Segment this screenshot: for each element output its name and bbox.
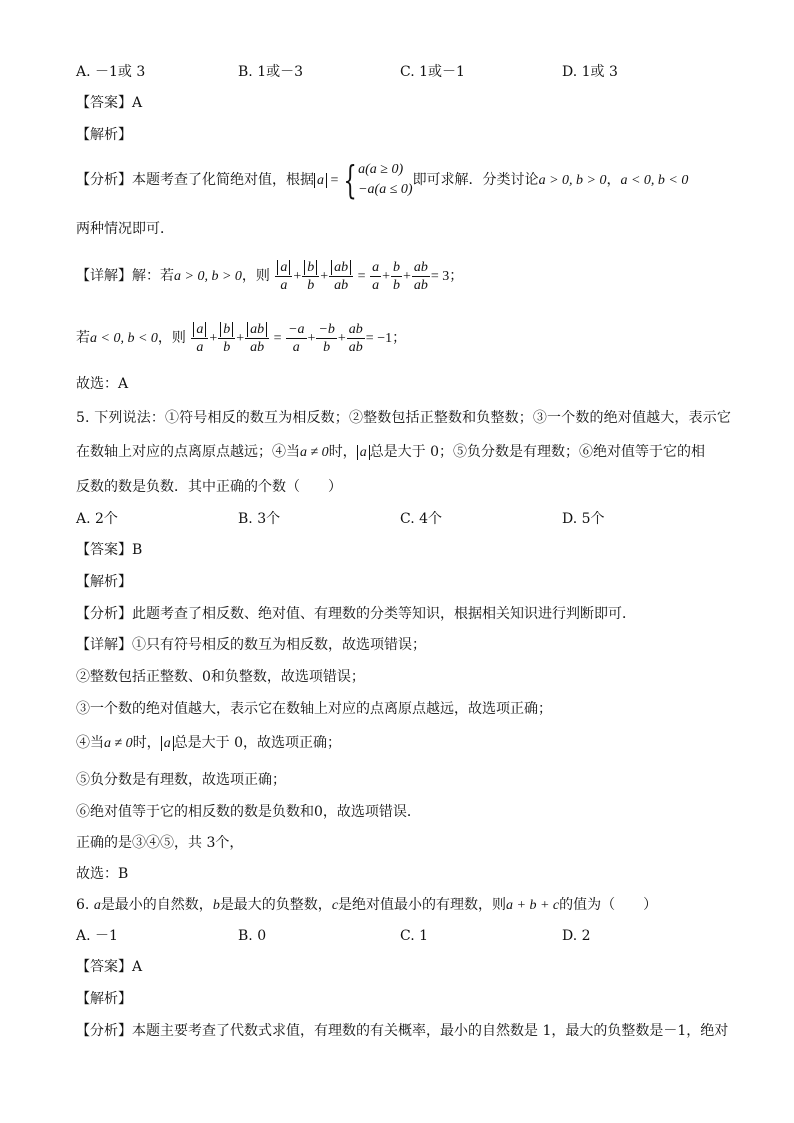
q4-analysis-heading: 【解析】 (76, 127, 132, 143)
q5-stem-2: 在数轴上对应的点离原点越远；④当a ≠ 0时， a 总是大于 0；⑤负分数是有理数；⑥绝对值等于它的相 (76, 444, 706, 460)
q5-detail-5: ⑤负分数是有理数，故选项正确； (76, 772, 286, 788)
q4-option-c: C. 1或－1 (400, 64, 465, 80)
q5-detail-1: 【详解】①只有符号相反的数互为相反数，故选项错误； (76, 637, 426, 653)
q5-option-c: C. 4个 (400, 511, 443, 527)
q5-detail-6: ⑥绝对值等于它的相反数的数是负数和0，故选项错误． (76, 804, 421, 820)
q5-detail-4: ④当a ≠ 0时， a 总是大于 0，故选项正确； (76, 735, 342, 751)
q4-detail-1: 【详解】解：若a > 0, b > 0，则 $\frac{a}{a}$ + $\frac{b}{b}$ + $\frac{ab}{ab}$ = $\frac{a}{a}$ + $\frac{b}{b}$ + $\frac{ab}{ab}$ = 3； (76, 259, 464, 293)
q5-analysis-heading: 【解析】 (76, 574, 132, 590)
q4-option-b: B. 1或－3 (238, 64, 304, 80)
q5-stem-1: 5. 下列说法：①符号相反的数互为相反数；②整数包括正整数和负整数；③一个数的绝对值越大，表示它 (76, 410, 732, 426)
q5-option-a: A. 2个 (76, 511, 118, 527)
q4-fenxi: 【分析】本题考查了化简绝对值，根据 a = { a(a ≥ 0) −a(a ≤ 0) 即可求解．分类讨论a > 0, b > 0，a < 0, b < 0 (76, 158, 689, 202)
q5-choose: 故选：B (76, 866, 129, 882)
q5-correct: 正确的是③④⑤，共 3个， (76, 835, 244, 851)
q5-stem-3: 反数的数是负数．其中正确的个数（ ） (76, 479, 342, 495)
cases-brace: { (343, 158, 357, 202)
q6-option-d: D. 2 (562, 928, 591, 944)
q5-fenxi: 【分析】此题考查了相反数、绝对值、有理数的分类等知识，根据相关知识进行判断即可． (76, 606, 636, 622)
q5-detail-3: ③一个数的绝对值越大，表示它在数轴上对应的点离原点越远，故选项正确； (76, 701, 552, 717)
q6-option-a: A. －1 (76, 928, 118, 944)
q4-option-a: A. －1或 3 (76, 64, 146, 80)
q5-option-b: B. 3个 (238, 511, 281, 527)
q4-detail-2: 若a < 0, b < 0，则 $\frac{a}{a}$ + $\frac{b}{b}$ + $\frac{ab}{ab}$ = $\frac{-a}{a}$ + $\frac{-b}{b}$ + $\frac{ab}{ab}$ = −1； (76, 321, 407, 355)
q6-option-c: C. 1 (400, 928, 429, 944)
q4-option-d: D. 1或 3 (562, 64, 618, 80)
q5-answer: 【答案】B (76, 542, 143, 558)
q4-answer: 【答案】A (76, 95, 143, 111)
q6-answer: 【答案】A (76, 959, 143, 975)
q4-fenxi-cont: 两种情况即可． (76, 221, 174, 237)
q5-option-d: D. 5个 (562, 511, 605, 527)
q6-fenxi: 【分析】本题主要考查了代数式求值，有理数的有关概率，最小的自然数是 1，最大的负整数是－1，绝对 (76, 1023, 729, 1039)
q4-choose: 故选：A (76, 376, 129, 392)
q5-detail-2: ②整数包括正整数、0和负整数，故选项错误； (76, 669, 365, 685)
q6-analysis-heading: 【解析】 (76, 991, 132, 1007)
q6-option-b: B. 0 (238, 928, 267, 944)
q6-stem: 6. a是最小的自然数，b是最大的负整数，c是绝对值最小的有理数，则a + b + c的值为（ ） (76, 897, 658, 913)
